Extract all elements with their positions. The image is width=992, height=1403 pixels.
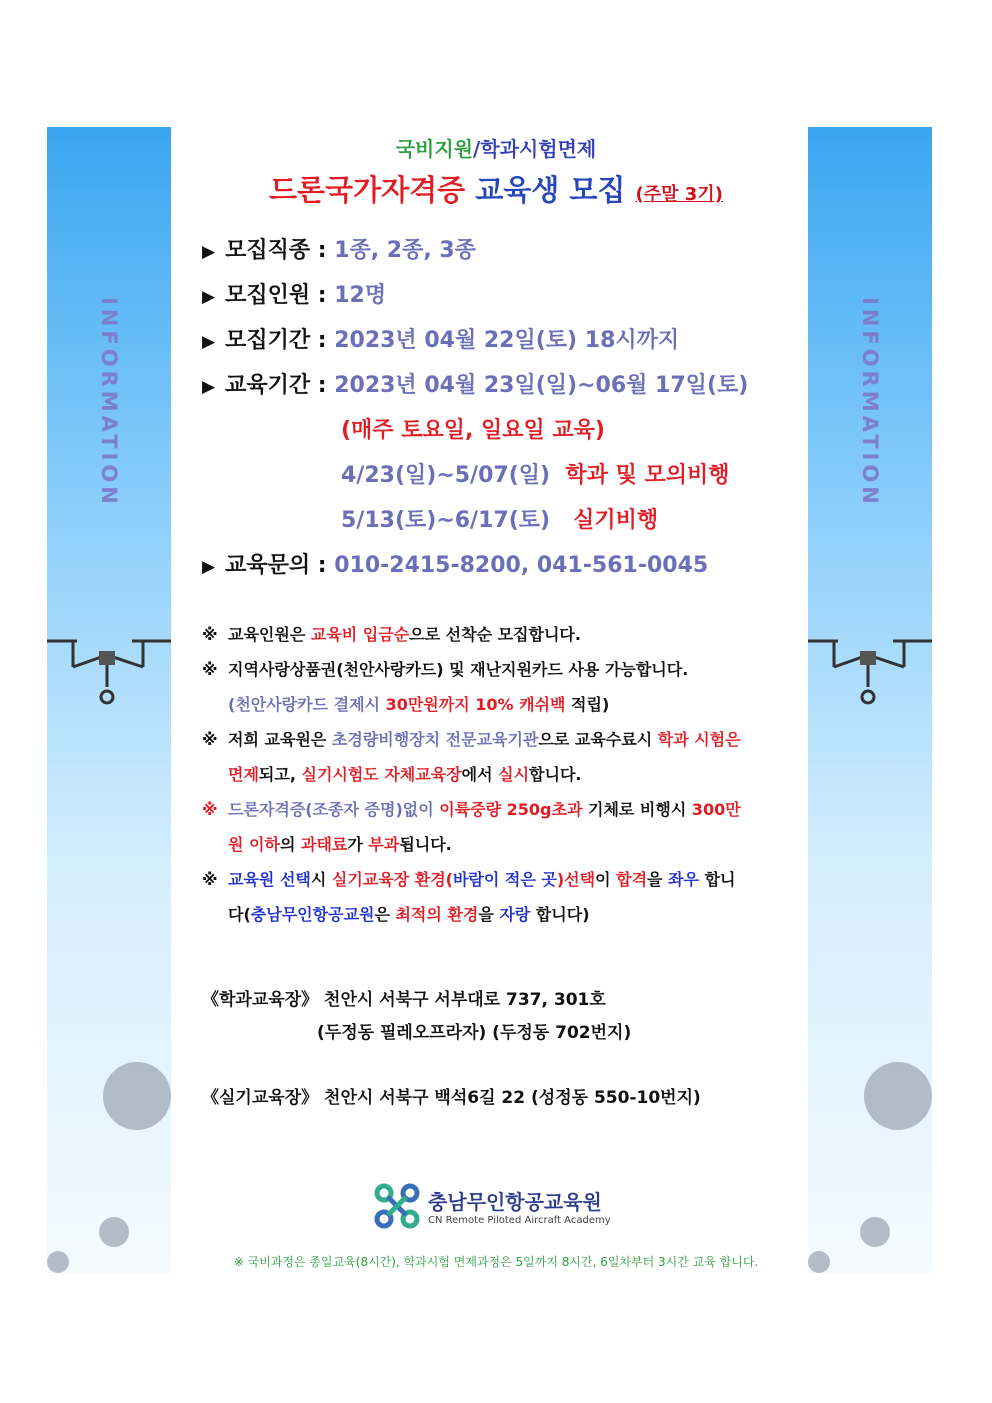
- logo-name-en: CN Remote Piloted Aircraft Academy: [428, 1215, 611, 1226]
- note-text: 저희 교육원은: [228, 730, 332, 749]
- schedule-desc: 학과 및 모의비행: [565, 463, 730, 488]
- note-text: 을: [647, 870, 669, 889]
- note-highlight: 초경량비행장치 전문교육기관: [331, 730, 539, 749]
- note-text: 가: [347, 835, 369, 854]
- note-4-sub: [202, 827, 782, 862]
- practice-addr: 천안시 서북구 백석6길 22 (성정동 550-10번지): [318, 1088, 701, 1108]
- note-highlight: 실시: [498, 765, 530, 784]
- row-value: 12명: [334, 283, 387, 308]
- row-value: 2023년 04월 23일(일)~06월 17일(토): [334, 373, 749, 398]
- lecture-address-2: [317, 1018, 631, 1043]
- practice-label: 《실기교육장》: [202, 1088, 319, 1108]
- note-highlight: 자랑: [499, 905, 531, 924]
- note-5-sub: [202, 897, 782, 932]
- note-mark: ※: [202, 870, 218, 889]
- note-text: 을: [478, 905, 500, 924]
- side-label: INFORMATION: [97, 297, 121, 508]
- arrow-icon: ▶: [202, 557, 216, 577]
- side-label: INFORMATION: [858, 297, 882, 508]
- note-highlight: 교육원 선택: [228, 870, 311, 889]
- note-text: 으로 선착순 모집합니다.: [409, 625, 581, 644]
- row-value: 2023년 04월 22일(토) 18시까지: [334, 328, 680, 353]
- note-mark: ※: [202, 730, 218, 749]
- right-side-banner: [808, 127, 932, 1273]
- note-text: (천안사랑카드 결제시: [228, 695, 386, 714]
- schedule-note: [341, 413, 605, 444]
- footer-note: ※ 국비과정은 종일교육(8시간), 학과시험 면제과정은 5일까지 8시간, 6일차부터 3시간 교육 합니다.: [233, 1255, 759, 1269]
- schedule-date: 4/23(일)~5/07(일): [341, 463, 551, 488]
- schedule-line-1: [341, 458, 730, 489]
- note-highlight: 충남무인항공교원: [250, 905, 375, 924]
- info-row-count: [202, 278, 386, 309]
- subtitle-a: 국비지원: [395, 137, 474, 161]
- note-highlight: 교육비 입금순: [310, 625, 410, 644]
- arrow-icon: ▶: [202, 287, 216, 307]
- info-row-contact: [202, 548, 708, 579]
- row-label: 교육기간 :: [225, 373, 335, 398]
- note-text: 됩니다.: [399, 835, 452, 854]
- note-4: [202, 792, 782, 827]
- subtitle-b: 학과시험면제: [480, 137, 597, 161]
- note-mark: ※: [202, 800, 218, 819]
- row-label: 모집기간 :: [225, 328, 335, 353]
- note-highlight: 부과: [368, 835, 400, 854]
- info-row-type: [202, 233, 476, 264]
- note-mark: ※: [202, 660, 218, 679]
- schedule-line-2: [341, 503, 658, 534]
- arrow-icon: ▶: [202, 377, 216, 397]
- note-2-sub: [202, 687, 782, 722]
- note-highlight: 300만: [691, 800, 741, 819]
- note-3: [202, 722, 782, 757]
- note-1: [202, 617, 782, 652]
- note-text: 드론자격증(조종자 증명)없이: [228, 800, 440, 819]
- note-text: 되고,: [258, 765, 302, 784]
- note-text: 의: [279, 835, 301, 854]
- title-blue: 교육생 모집: [465, 173, 636, 207]
- note-highlight: 원 이하: [228, 835, 280, 854]
- title-small: (주말 3기): [635, 184, 723, 205]
- note-text: 지역사랑상품권(천안사랑카드) 및 재난지원카드 사용 가능합니다.: [228, 660, 689, 679]
- note-text: 합니다.: [529, 765, 582, 784]
- lecture-addr: 천안시 서북구 서부대로 737, 301호: [318, 990, 606, 1010]
- note-5: [202, 862, 782, 897]
- note-text: 적립): [565, 695, 610, 714]
- note-text: 시: [310, 870, 332, 889]
- logo-name-kr: 충남무인항공교육원: [428, 1190, 602, 1214]
- note-text: 기체로 비행시: [582, 800, 692, 819]
- subtitle: [0, 133, 992, 162]
- lecture-addr-2: (두정동 필레오프라자) (두정동 702번지): [317, 1023, 632, 1043]
- left-side-banner: [47, 127, 171, 1273]
- arrow-icon: ▶: [202, 332, 216, 352]
- note-highlight: 실기시험도 자체교육장: [301, 765, 462, 784]
- decor-circle: [99, 1217, 129, 1247]
- note-text: 교육인원은: [228, 625, 311, 644]
- arrow-icon: ▶: [202, 242, 216, 262]
- note-2: [202, 652, 782, 687]
- note-text: 이: [595, 870, 617, 889]
- note-text: 은: [374, 905, 396, 924]
- note-highlight: )선택: [556, 870, 596, 889]
- note-highlight: 실기교육장 환경: [331, 870, 446, 889]
- note-highlight: 이륙중량 250g초과: [439, 800, 583, 819]
- row-label: 교육문의 :: [225, 553, 335, 578]
- academy-logo: [374, 1183, 611, 1229]
- note-highlight: 바람이 적은 곳: [452, 870, 557, 889]
- decor-circle: [103, 1062, 171, 1130]
- decor-circle: [860, 1217, 890, 1247]
- note-highlight: 합격: [616, 870, 648, 889]
- lecture-label: 《학과교육장》: [202, 990, 319, 1010]
- note-text: 합니: [699, 870, 736, 889]
- row-label: 모집직종 :: [225, 238, 335, 263]
- note-text: 으로 교육수료시: [538, 730, 658, 749]
- note-text: 합니다): [530, 905, 590, 924]
- note-text: 에서: [461, 765, 499, 784]
- title-red: 드론국가자격증: [269, 173, 466, 207]
- drone-icon: [808, 627, 932, 722]
- lecture-address: [202, 985, 606, 1010]
- row-label: 모집인원 :: [225, 283, 335, 308]
- note-text: 다(: [228, 905, 251, 924]
- info-row-edu-period: [202, 368, 748, 399]
- schedule-desc: 실기비행: [573, 508, 659, 533]
- note-highlight: 좌우: [668, 870, 699, 889]
- note-text: (: [445, 870, 453, 889]
- note-highlight: 과태료: [300, 835, 348, 854]
- info-row-period: [202, 323, 679, 354]
- note-highlight: 면제: [228, 765, 259, 784]
- schedule-note-text: (매주 토요일, 일요일 교육): [341, 418, 605, 443]
- practice-address: [202, 1083, 701, 1108]
- drone-logo-icon: [374, 1183, 420, 1229]
- note-3-sub: [202, 757, 782, 792]
- page-title: [0, 168, 992, 209]
- decor-circle: [864, 1062, 932, 1130]
- note-mark: ※: [202, 625, 218, 644]
- schedule-date: 5/13(토)~6/17(토): [341, 508, 551, 533]
- subtitle-sep: /: [473, 137, 481, 161]
- row-value: 1종, 2종, 3종: [334, 238, 476, 263]
- notes-section: [202, 617, 782, 932]
- note-highlight: 학과 시험은: [657, 730, 741, 749]
- drone-icon: [47, 627, 171, 722]
- note-highlight: 30만원까지 10% 캐쉬백: [385, 695, 566, 714]
- contact-phone: 010-2415-8200, 041-561-0045: [334, 553, 709, 578]
- note-highlight: 최적의 환경: [395, 905, 479, 924]
